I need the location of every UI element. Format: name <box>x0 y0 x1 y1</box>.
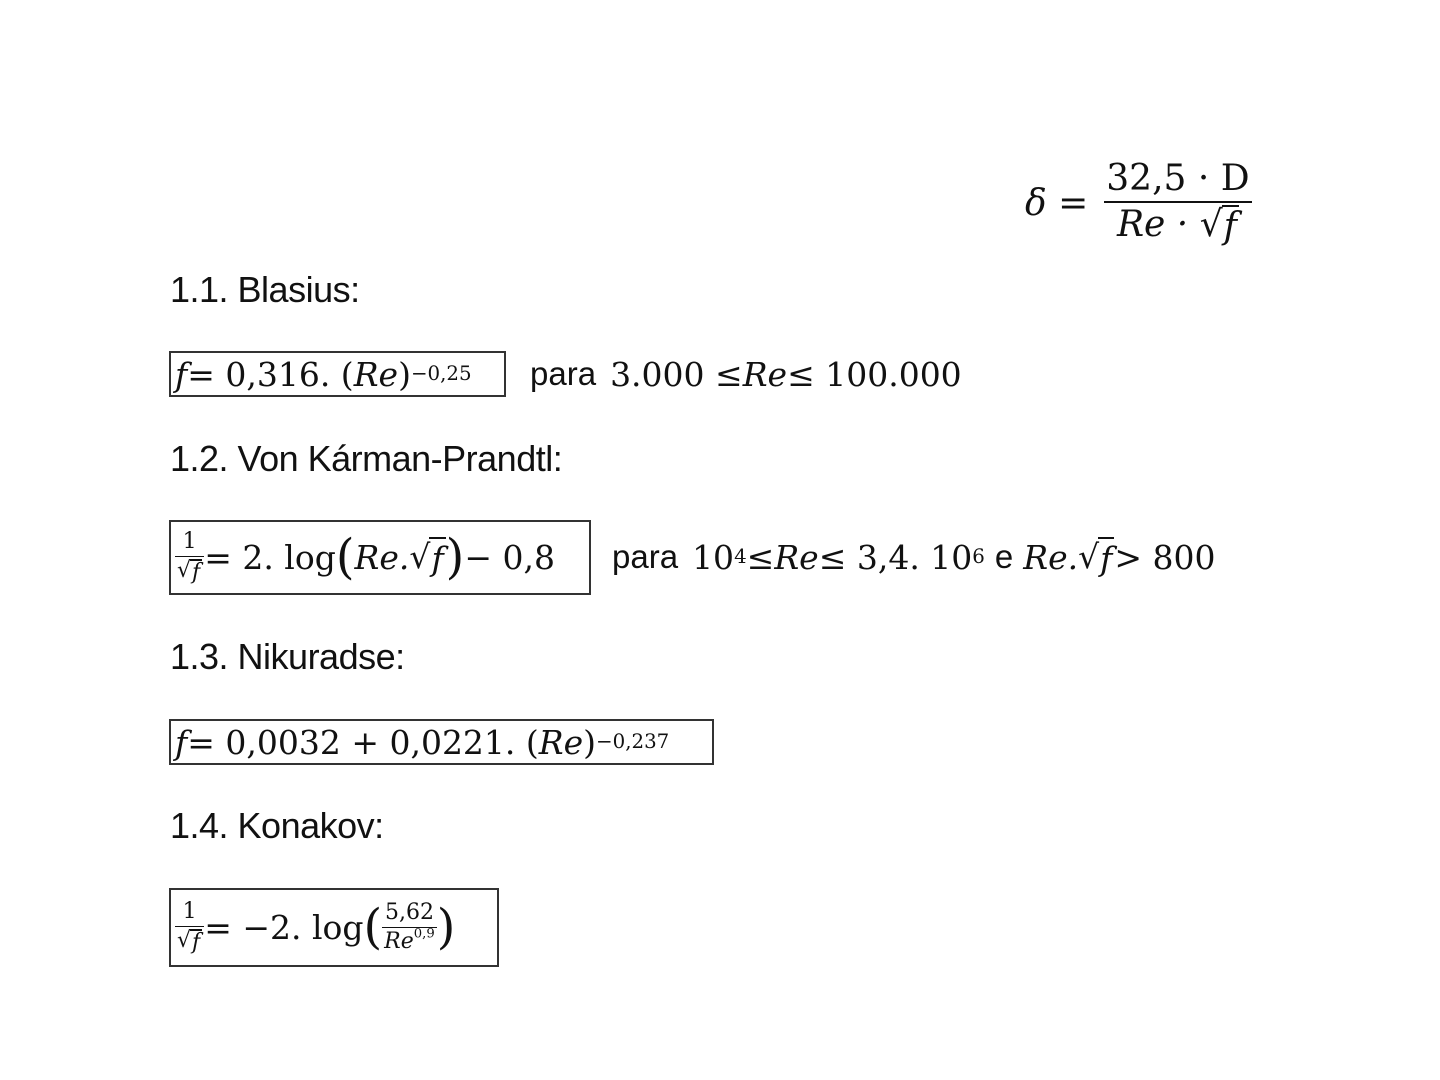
delta-denominator: Re · √ f <box>1116 204 1237 247</box>
delta-fraction <box>1104 159 1251 246</box>
equation-konakov: 1 √ f = −2. log ( $\frac{5,62}{Re^{0,9}}$ ) <box>169 888 499 967</box>
heading-karman-prandtl: 1.2. Von Kárman-Prandtl: <box>170 438 563 479</box>
fraction-bar <box>1104 201 1251 203</box>
delta-formula <box>1025 143 1252 263</box>
konakov-inner-fraction: $\frac{5,62}{Re^{0,9}}$ <box>384 899 435 954</box>
delta-lhs: δ = <box>1025 182 1089 224</box>
one-over-sqrt-f: 1 √ f <box>175 900 204 955</box>
equation-blasius: f = 0,316. ( Re ) −0,25 <box>169 351 506 397</box>
heading-blasius: 1.1. Blasius: <box>170 269 360 310</box>
condition-karman-prandtl: para 10 4 ≤ Re ≤ 3,4. 10 6 e Re. √ f > 800 <box>612 536 1216 578</box>
sqrt: √ f <box>1199 204 1237 247</box>
equation-nikuradse: f = 0,0032 + 0,0221. ( Re ) −0,237 <box>169 719 714 765</box>
equation-karman-prandtl: 1 √ f = 2. log ( Re. √ f ) − 0,8 <box>169 520 591 595</box>
one-over-sqrt-f: 1 √ f <box>175 530 204 585</box>
condition-blasius: para 3.000 ≤ Re ≤ 100.000 <box>530 354 962 394</box>
delta-numerator: 32,5 · D <box>1106 158 1250 200</box>
heading-nikuradse: 1.3. Nikuradse: <box>170 636 405 677</box>
heading-konakov: 1.4. Konakov: <box>170 805 384 846</box>
